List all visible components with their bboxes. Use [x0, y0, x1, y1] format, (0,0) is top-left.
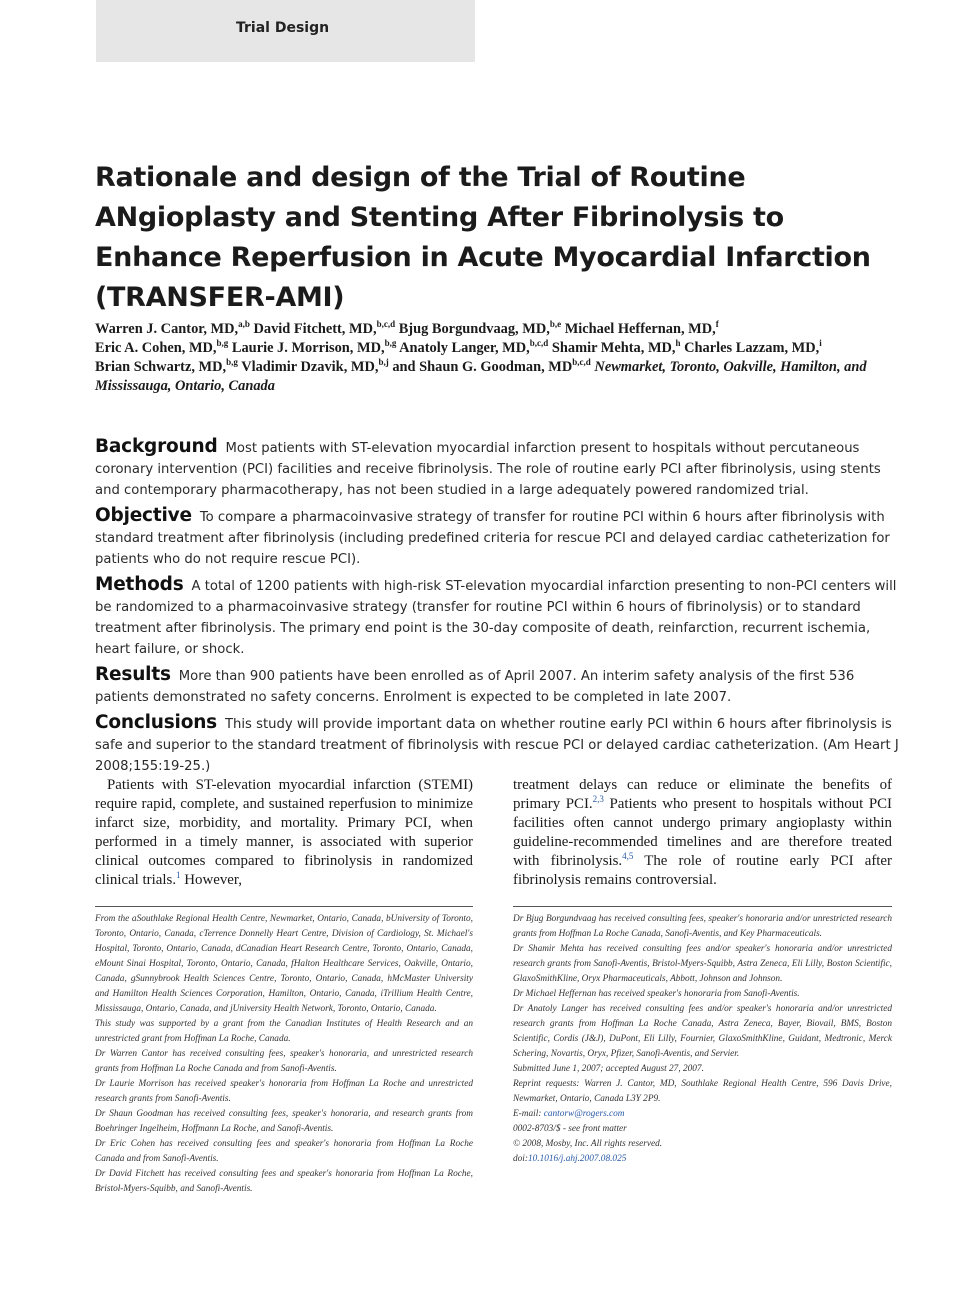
footnote: Submitted June 1, 2007; accepted August 27, 2007.: [513, 1064, 704, 1074]
doi-link[interactable]: 10.1016/j.ahj.2007.08.025: [527, 1154, 627, 1164]
body-column-right: treatment delays can reduce or eliminate the benefits of primary PCI.$^{2,3}$ Patients who present to hospitals without PCI facilities often cannot undergo primary angioplasty within guideline-recommended timelines and are therefore treated with fibrinolysis.$^{4,5}$ The role of routine early PCI after fibrinolysis remains controversial.: [513, 777, 892, 889]
author[interactable]: Anatoly Langer, MD,$^{b,c,d}$: [399, 338, 549, 356]
body-column-left: Patients with ST-elevation myocardial infarction (STEMI) require rapid, complete, and sustained reperfusion to minimize infarct size, morbidity, and mortality. Primary PCI, when performed in a timely manner, is associated with superior clinical outcomes compared to fibrinolysis in randomized clinical trials.$^1$ However,: [95, 777, 473, 889]
footnote: Dr Shaun Goodman has received consulting fees, speaker's honoraria, and research grants from Boehringer Ingelheim, Hoffmann La Roche, and Sanofi-Aventis.: [95, 1109, 473, 1134]
abstract-heading: Methods: [95, 574, 184, 595]
footnote: Dr David Fitchett has received consulting fees and speaker's honoraria from Hoffman La Roche, Bristol-Myers-Squibb, and Sanofi-Aventis.: [95, 1169, 473, 1194]
footnotes-left: [95, 912, 473, 1197]
author[interactable]: Michael Heffernan, MD,$^f$: [564, 319, 719, 337]
citation-link[interactable]: 1: [176, 870, 181, 881]
author-list: [95, 320, 905, 396]
email-line: E-mail: cantorw@rogers.com: [513, 1109, 625, 1119]
abstract-conclusions: Conclusions This study will provide important data on whether routine early PCI within 6 hours after fibrinolysis is safe and superior to the standard treatment of fibrinolysis with rescue PCI or delayed cardiac catheterization. (Am Heart J 2008;155:19-25.): [95, 712, 899, 774]
author[interactable]: Laurie J. Morrison, MD,$^{b,g}$: [231, 338, 397, 356]
footnote: Dr Eric Cohen has received consulting fees and speaker's honoraria from Hoffman La Roche Canada and from Sanofi-Aventis.: [95, 1139, 473, 1164]
section-label: Trial Design: [236, 20, 330, 36]
footnote: Dr Laurie Morrison has received speaker's honoraria from Hoffman La Roche and unrestricted research grants from Sanofi-Aventis.: [95, 1079, 473, 1104]
citation-link[interactable]: 4,5: [622, 851, 634, 862]
author[interactable]: David Fitchett, MD,$^{b,c,d}$: [253, 319, 396, 337]
doi-line: doi:10.1016/j.ahj.2007.08.025: [513, 1154, 627, 1164]
abstract-background: Background Most patients with ST-elevation myocardial infarction present to hospitals without percutaneous coronary intervention (PCI) facilities and receive fibrinolysis. The role of routine early PCI after fibrinolysis, using stents and contemporary pharmacotherapy, has not been studied in a large adequately powered randomized trial.: [95, 436, 881, 498]
author[interactable]: Brian Schwartz, MD,$^{b,g}$: [95, 357, 238, 375]
footnotes-right: [513, 912, 892, 1167]
author[interactable]: Bjug Borgundvaag, MD,$^{b,e}$: [398, 319, 562, 337]
author[interactable]: Vladimir Dzavik, MD,$^{b,j}$: [241, 357, 389, 375]
issn-line: 0002-8703/$ - see front matter: [513, 1124, 627, 1134]
author[interactable]: Charles Lazzam, MD,$^i$: [684, 338, 822, 356]
author-location: Newmarket, Toronto, Oakville, Hamilton, and Mississauga, Ontario, Canada: [95, 359, 867, 394]
footnote: Dr Warren Cantor has received consulting fees, speaker's honoraria, and unrestricted research grants from Hoffman La Roche Canada and from Sanofi-Aventis.: [95, 1049, 473, 1074]
article-title: Rationale and design of the Trial of Routine ANgioplasty and Stenting After Fibrinolysis to Enhance Reperfusion in Acute Myocardial Infarction (TRANSFER-AMI): [95, 162, 871, 313]
footnote-divider: [95, 906, 473, 907]
footnote: Dr Bjug Borgundvaag has received consulting fees, speaker's honoraria and/or unrestricted research grants from Hoffman La Roche Canada, Sanofi-Aventis, and Key Pharmaceuticals.: [513, 914, 892, 939]
section-tab: [96, 0, 475, 62]
abstract-heading: Background: [95, 436, 218, 457]
footnote: Dr Shamir Mehta has received consulting fees and/or speaker's honoraria and/or unrestricted research grants from Sanofi-Aventis, Bristol-Myers-Squibb, Astra Zeneca, Eli Lilly, Boston Scientific, GlaxoSmithKline, Oryx Pharmaceuticals, Abbott, Johnson and Johnson.: [513, 944, 892, 984]
footnote: From the aSouthlake Regional Health Centre, Newmarket, Ontario, Canada, bUniversity of Toronto, Toronto, Ontario, Canada, cTerrence Donnelly Heart Centre, Division of Cardiology, St. Michael's Hospital, Toronto, Ontario, Canada, dCanadian Heart Research Centre, Toronto, Ontario, Canada, eMount Sinai Hospital, Toronto, Ontario, Canada, fHalton Healthcare Services, Oakville, Ontario, Canada, gSunnybrook Health Sciences Centre, Toronto, Ontario, Canada, hMcMaster University and Hamilton Health Sciences Corporation, Hamilton, Ontario, Canada, iTrillium Health Centre, Mississauga, Ontario, Canada, and jUniversity Health Network, Toronto, Ontario, Canada.: [95, 914, 473, 1014]
footnote: Dr Anatoly Langer has received consulting fees and/or speaker's honoraria and/or unrestricted research grants from Hoffman La Roche Canada, Astra Zeneca, Bayer, Biovail, BMS, Boston Scientific, Cordis (J&J), DuPont, Eli Lilly, Fournier, GlaxoSmithKline, Guidant, Medtronic, Merck Schering, Novartis, Oryx, Pfizer, Sanofi-Aventis, and Servier.: [513, 1004, 892, 1059]
author[interactable]: and Shaun G. Goodman, MD$^{b,c,d}$: [392, 357, 591, 375]
abstract-heading: Conclusions: [95, 712, 217, 733]
citation-link[interactable]: 2,3: [592, 794, 604, 805]
author[interactable]: Shamir Mehta, MD,$^h$: [551, 338, 681, 356]
author[interactable]: Warren J. Cantor, MD,$^{a,b}$: [95, 319, 250, 337]
email-link[interactable]: cantorw@rogers.com: [543, 1109, 625, 1119]
footnote-divider: [513, 906, 892, 907]
abstract-heading: Objective: [95, 505, 192, 526]
abstract-objective: Objective To compare a pharmacoinvasive strategy of transfer for routine PCI within 6 hours after fibrinolysis with standard treatment after fibrinolysis (including predefined criteria for rescue PCI and delayed cardiac catheterization for patients who do not require rescue PCI).: [95, 505, 890, 567]
abstract-results: Results More than 900 patients have been enrolled as of April 2007. An interim safety analysis of the first 536 patients demonstrated no safety concerns. Enrolment is expected to be completed in late 2007.: [95, 664, 855, 705]
abstract-heading: Results: [95, 664, 171, 685]
footnote: Dr Michael Heffernan has received speaker's honoraria from Sanofi-Aventis.: [513, 989, 800, 999]
abstract: [95, 436, 900, 781]
footnote: This study was supported by a grant from the Canadian Institutes of Health Research and an unrestricted grant from Hoffman La Roche, Canada.: [95, 1019, 473, 1044]
abstract-methods: Methods A total of 1200 patients with high-risk ST-elevation myocardial infarction presenting to non-PCI centers will be randomized to a pharmacoinvasive strategy (transfer for routine PCI within 6 hours of fibrinolysis) or to standard treatment after fibrinolysis. The primary end point is the 30-day composite of death, reinfarction, recurrent ischemia, heart failure, or shock.: [95, 574, 897, 657]
copyright-line: © 2008, Mosby, Inc. All rights reserved.: [513, 1139, 663, 1149]
author[interactable]: Eric A. Cohen, MD,$^{b,g}$: [95, 338, 229, 356]
footnote: Reprint requests: Warren J. Cantor, MD, Southlake Regional Health Centre, 596 Davis Drive, Newmarket, Ontario, Canada L3Y 2P9.: [513, 1079, 892, 1104]
